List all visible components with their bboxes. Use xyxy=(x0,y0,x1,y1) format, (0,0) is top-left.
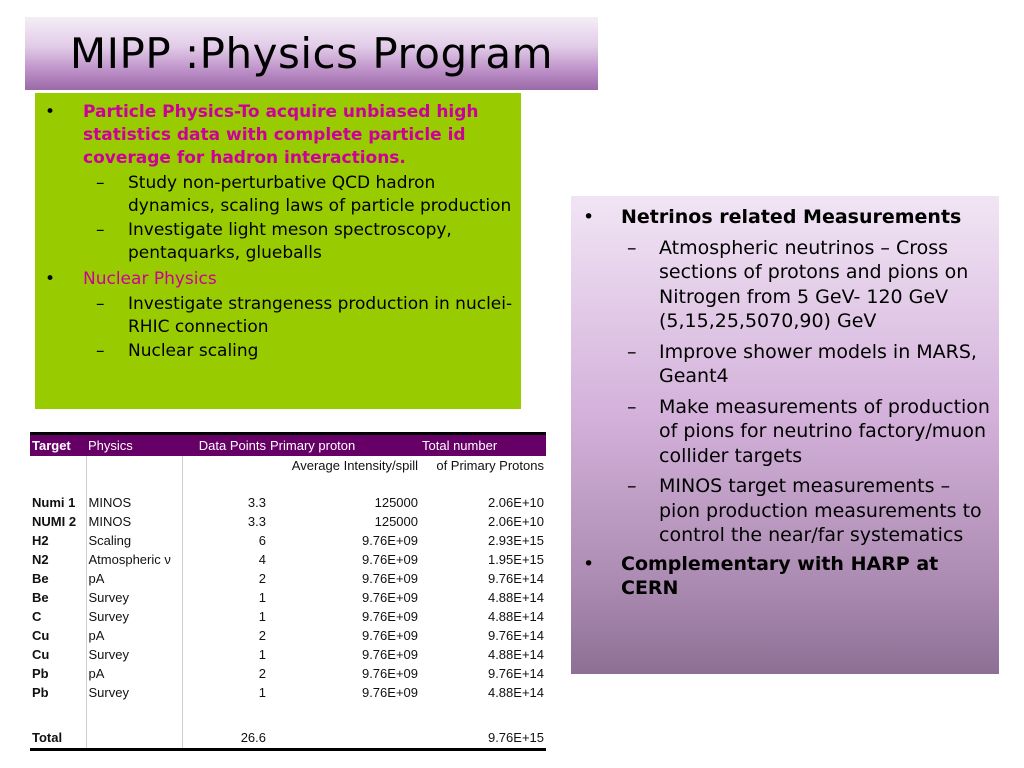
table-subheader-cell xyxy=(182,456,268,475)
bullet-icon: • xyxy=(45,102,56,122)
table-cell: 9.76E+09 xyxy=(361,533,418,548)
right-sub-text: Atmospheric neutrinos – Cross sections of protons and pions on Nitrogen from 5 GeV- 120 GeV (5,15,25,5070,90) GeV xyxy=(659,236,969,332)
left-bullet-text: Particle Physics-To acquire unbiased high statistics data with complete particle id coverage for hadron interactions. xyxy=(83,102,479,168)
right-bullet-list xyxy=(583,201,991,601)
left-sub-item xyxy=(96,340,515,363)
bullet-icon: • xyxy=(583,206,595,228)
right-sub-text: Improve shower models in MARS, Geant4 xyxy=(659,340,977,387)
table-row xyxy=(30,531,546,550)
table-subheader-cell: Average Intensity/spill xyxy=(291,458,418,473)
table-spacer-row xyxy=(30,702,546,720)
table-cell: 1 xyxy=(258,685,266,700)
table-subheader-row xyxy=(30,456,546,475)
table-total-cell: 9.76E+15 xyxy=(420,720,546,750)
dash-icon: – xyxy=(96,294,105,314)
table-cell: NUMI 2 xyxy=(30,512,86,531)
table-spacer-row xyxy=(30,475,546,493)
table-row xyxy=(30,512,546,531)
left-sub-text: Investigate strangeness production in nuclei- RHIC connection xyxy=(128,294,513,337)
table-row xyxy=(30,493,546,512)
table-cell: N2 xyxy=(30,550,86,569)
table-row xyxy=(30,588,546,607)
table-cell: Cu xyxy=(30,645,86,664)
table-subheader-cell xyxy=(30,456,86,475)
table-cell: 2 xyxy=(258,571,266,586)
left-bullet-text: Nuclear Physics xyxy=(83,269,217,289)
right-sub-text: Make measurements of production of pions for neutrino factory/muon collider targets xyxy=(659,395,990,467)
left-sub-text: Investigate light meson spectroscopy, pentaquarks, glueballs xyxy=(128,220,452,263)
table-header-row xyxy=(30,434,546,457)
table-cell: pA xyxy=(86,626,182,645)
table-cell: 4 xyxy=(258,552,266,567)
table-cell: Survey xyxy=(86,645,182,664)
table-cell: Be xyxy=(30,588,86,607)
table-cell: 2 xyxy=(258,628,266,643)
table-cell: MINOS xyxy=(86,512,182,531)
table-cell: 9.76E+14 xyxy=(487,666,544,681)
table-total-cell: Total xyxy=(30,720,86,750)
table-cell: Survey xyxy=(86,683,182,702)
table-cell: 4.88E+14 xyxy=(487,609,544,624)
title-box xyxy=(25,17,598,90)
left-bullet-nuclear-physics xyxy=(45,268,515,363)
table-cell: 6 xyxy=(258,533,266,548)
right-bullet-text: Netrinos related Measurements xyxy=(621,206,962,228)
table-cell: 125000 xyxy=(374,495,418,510)
dash-icon: – xyxy=(627,395,637,418)
table-cell: 9.76E+09 xyxy=(361,628,418,643)
table-cell: 9.76E+14 xyxy=(487,628,544,643)
left-bullet-list xyxy=(45,97,515,363)
table-cell: Pb xyxy=(30,683,86,702)
left-bullet-particle-physics xyxy=(45,101,515,264)
dash-icon: – xyxy=(96,173,105,193)
table-cell: 3.3 xyxy=(247,514,266,529)
table-cell: 9.76E+14 xyxy=(487,571,544,586)
table-row xyxy=(30,626,546,645)
right-sub-item xyxy=(627,340,991,389)
table-cell: 9.76E+09 xyxy=(361,666,418,681)
left-sub-item xyxy=(96,219,515,264)
dash-icon: – xyxy=(96,341,105,361)
table-cell: Numi 1 xyxy=(30,493,86,512)
table-cell: Survey xyxy=(86,588,182,607)
table-cell: Pb xyxy=(30,664,86,683)
table-cell: pA xyxy=(86,664,182,683)
table-row xyxy=(30,664,546,683)
table-row xyxy=(30,607,546,626)
table-total-cell xyxy=(86,720,182,750)
table-cell: 1 xyxy=(258,609,266,624)
table-cell: 2.06E+10 xyxy=(487,495,544,510)
beam-data-table xyxy=(30,432,546,751)
dash-icon: – xyxy=(627,340,637,363)
table-cell: 3.3 xyxy=(247,495,266,510)
table-cell: 2 xyxy=(258,666,266,681)
table-cell: 1.95E+15 xyxy=(487,552,544,567)
dash-icon: – xyxy=(96,220,105,240)
table-total-cell: 26.6 xyxy=(182,720,268,750)
table-cell: 9.76E+09 xyxy=(361,685,418,700)
table-header-cell: Primary proton xyxy=(268,434,420,457)
table-cell: Scaling xyxy=(86,531,182,550)
table-cell: 4.88E+14 xyxy=(487,685,544,700)
table-cell: 9.76E+09 xyxy=(361,571,418,586)
table-cell: Be xyxy=(30,569,86,588)
table-cell: Cu xyxy=(30,626,86,645)
table-header-cell: Physics xyxy=(86,434,182,457)
table-subheader-cell xyxy=(86,456,182,475)
right-sub-text: MINOS target measurements – pion production measurements to control the near/far systematics xyxy=(659,475,982,546)
table-cell: 125000 xyxy=(374,514,418,529)
right-sub-item xyxy=(627,395,991,469)
table-header-cell: Target xyxy=(30,434,86,457)
table-cell: 9.76E+09 xyxy=(361,647,418,662)
table-cell: 1 xyxy=(258,590,266,605)
right-sub-item xyxy=(627,236,991,334)
bullet-icon: • xyxy=(45,269,56,289)
dash-icon: – xyxy=(627,475,637,497)
table-cell: 9.76E+09 xyxy=(361,552,418,567)
table-cell: 9.76E+09 xyxy=(361,609,418,624)
right-bullet-text: Complementary with HARP at CERN xyxy=(621,552,939,599)
table-row xyxy=(30,569,546,588)
left-sub-text: Study non-perturbative QCD hadron dynamics, scaling laws of particle production xyxy=(128,173,512,216)
table-cell: 4.88E+14 xyxy=(487,590,544,605)
left-sub-text: Nuclear scaling xyxy=(128,341,259,361)
table-cell: pA xyxy=(86,569,182,588)
table-row xyxy=(30,683,546,702)
bullet-icon: • xyxy=(583,552,595,575)
table-total-row xyxy=(30,720,546,750)
table-row xyxy=(30,645,546,664)
table-subheader-cell: of Primary Protons xyxy=(436,458,544,473)
data-table-container xyxy=(30,432,546,751)
table-header-cell: Total number xyxy=(420,434,546,457)
right-sub-item xyxy=(627,474,991,548)
table-row xyxy=(30,550,546,569)
table-cell: C xyxy=(30,607,86,626)
table-cell: 9.76E+09 xyxy=(361,590,418,605)
table-cell: 2.93E+15 xyxy=(487,533,544,548)
table-cell: Atmospheric ν xyxy=(86,550,182,569)
table-cell: 4.88E+14 xyxy=(487,647,544,662)
left-sub-item xyxy=(96,172,515,217)
table-cell: MINOS xyxy=(86,493,182,512)
right-bullet-harp xyxy=(583,552,991,601)
table-total-cell xyxy=(268,720,420,750)
table-cell: 1 xyxy=(258,647,266,662)
right-bullet-neutrinos xyxy=(583,205,991,548)
left-sub-item xyxy=(96,293,515,338)
slide-title: MIPP :Physics Program xyxy=(69,29,554,78)
table-cell: H2 xyxy=(30,531,86,550)
dash-icon: – xyxy=(627,236,637,259)
table-cell: Survey xyxy=(86,607,182,626)
table-cell: 2.06E+10 xyxy=(487,514,544,529)
table-header-cell: Data Points xyxy=(182,434,268,457)
